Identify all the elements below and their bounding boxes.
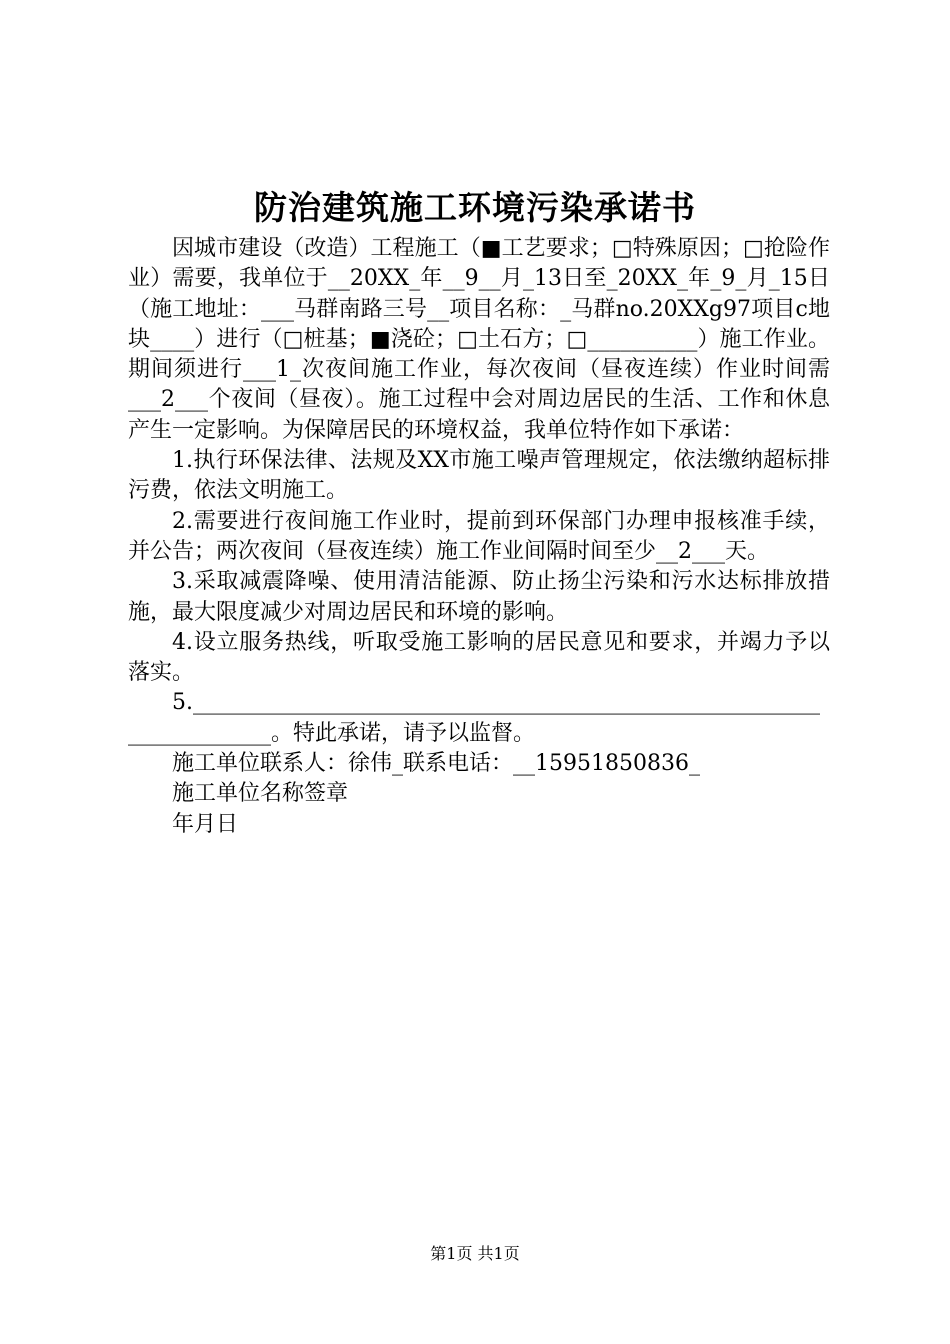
page-number: 第1页 共1页 <box>430 1244 520 1263</box>
document-title: 防治建筑施工环境污染承诺书 <box>254 188 696 227</box>
commitment-item-4: 4.设立服务热线，听取受施工影响的居民意见和要求，并竭力予以落实。 <box>128 629 830 686</box>
date-line: 年月日 <box>172 811 239 837</box>
document-body <box>128 234 830 840</box>
intro-paragraph: 因城市建设（改造）工程施工（■工艺要求；□特殊原因；□抢险作业）需要，我单位于__20XX_年__9__月_13日至_20XX_年_9_月_15日（施工地址：___马群南路三号__项目名称：_马群no.20XXg97项目c地块____）进行（□桩基；■浇砼；□土石方；□__________）施工作业。期间须进行___1_次夜间施工作业，每次夜间（昼夜连续）作业时间需___2___个夜间（昼夜）。施工过程中会对周边居民的生活、工作和休息产生一定影响。为保障居民的环境权益，我单位特作如下承诺： <box>128 236 830 443</box>
signature-line: 施工单位名称签章 <box>172 781 349 807</box>
commitment-item-5: 5.______________________________________________________________________。特此承诺，请予以监督。 <box>128 690 820 746</box>
commitment-item-1: 1.执行环保法律、法规及XX市施工噪声管理规定，依法缴纳超标排污费，依法文明施工。 <box>128 448 830 504</box>
commitment-item-3: 3.采取减震降噪、使用清洁能源、防止扬尘污染和污水达标排放措施，最大限度减少对周边居民和环境的影响。 <box>128 569 830 625</box>
contact-line: 施工单位联系人：徐伟_联系电话：__15951850836_ <box>172 751 700 777</box>
commitment-item-2: 2.需要进行夜间施工作业时，提前到环保部门办理申报核准手续，并公告；两次夜间（昼夜连续）施工作业间隔时间至少__2___天。 <box>128 508 830 564</box>
